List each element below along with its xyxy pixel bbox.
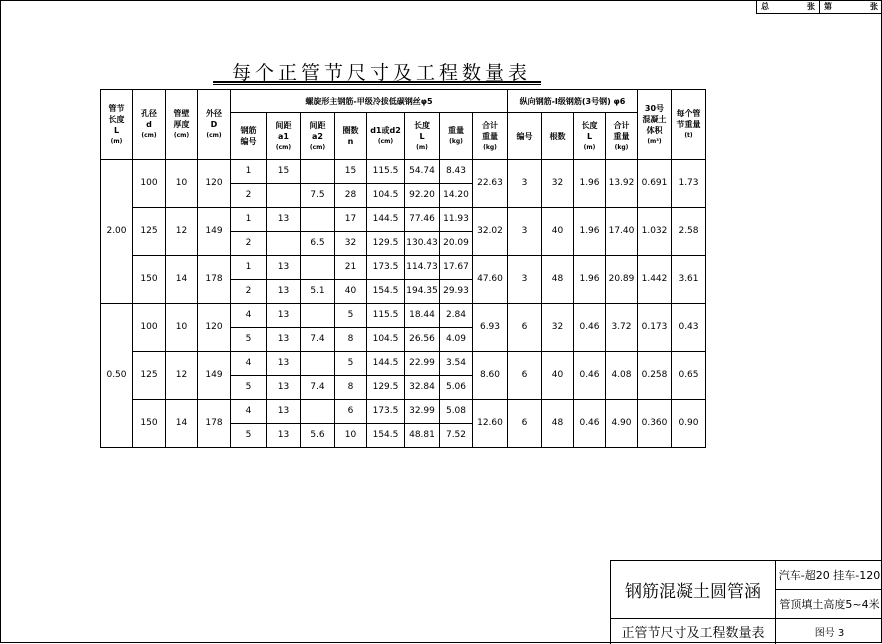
spacing-a1-cell: 13	[267, 352, 301, 376]
long-length-cell: 1.96	[574, 160, 606, 208]
wall-cell: 12	[166, 208, 198, 256]
header-long-col-line: 合计	[613, 120, 630, 130]
pipe-weight-cell: 3.61	[672, 256, 706, 304]
spacing-a1-cell: 13	[267, 208, 301, 232]
drawing-subtitle: 正管节尺寸及工程数量表	[611, 619, 776, 644]
header-concrete-volume-line: 混凝土	[642, 114, 667, 124]
header-long-col	[508, 113, 542, 160]
wall-cell: 10	[166, 304, 198, 352]
spacing-a1-cell: 13	[267, 328, 301, 352]
header-spiral-col	[367, 113, 405, 160]
diameter-cell: 129.5	[367, 376, 405, 400]
long-total-cell: 13.92	[606, 160, 638, 208]
header-spiral-col	[301, 113, 335, 160]
spacing-a2-cell: 7.4	[301, 328, 335, 352]
header-spiral-col	[267, 113, 301, 160]
spacing-a2-cell: 5.6	[301, 424, 335, 448]
long-count-cell: 32	[542, 304, 574, 352]
pipe-weight-cell: 0.90	[672, 400, 706, 448]
header-spiral-col	[473, 113, 508, 160]
header-long-col	[542, 113, 574, 160]
turns-cell: 8	[335, 328, 367, 352]
header-pipe-length-line: 长度	[108, 114, 125, 124]
no-label: 第	[819, 0, 836, 13]
header-spiral-col-line: 编号	[240, 137, 257, 146]
long-no-cell: 3	[508, 256, 542, 304]
header-spiral-col-line: (cm)	[275, 143, 292, 151]
weight-cell: 11.93	[440, 208, 473, 232]
length-cell: 26.56	[405, 328, 440, 352]
header-pipe-length	[101, 90, 133, 160]
spacing-a1-cell: 13	[267, 304, 301, 328]
outer-cell: 149	[198, 208, 231, 256]
concrete-volume-cell: 1.442	[638, 256, 672, 304]
title-underline	[213, 81, 541, 83]
header-outer-diameter-line: 外径	[206, 109, 222, 118]
page-title: 每个正管节尺寸及工程数量表	[232, 62, 532, 84]
long-length-cell: 1.96	[574, 256, 606, 304]
turns-cell: 8	[335, 376, 367, 400]
header-outer-diameter	[198, 90, 231, 160]
pipe-length-cell: 0.50	[101, 304, 133, 448]
length-cell: 77.46	[405, 208, 440, 232]
header-bore-line: (cm)	[141, 132, 157, 139]
header-spiral-col-line: 圈数	[342, 126, 359, 135]
length-cell: 130.43	[405, 232, 440, 256]
length-cell: 18.44	[405, 304, 440, 328]
sheet-counter	[756, 0, 882, 14]
header-spiral-col-line: 间距	[309, 120, 326, 130]
header-long-col-line: 根数	[549, 131, 566, 141]
weight-cell: 3.54	[440, 352, 473, 376]
bar-no-cell: 4	[231, 400, 267, 424]
spacing-a2-cell: 7.5	[301, 184, 335, 208]
concrete-volume-cell: 0.258	[638, 352, 672, 400]
spiral-total-cell: 12.60	[473, 400, 508, 448]
spacing-a2-cell	[301, 256, 335, 280]
table-row	[101, 352, 706, 376]
spacing-a2-cell	[301, 352, 335, 376]
header-spiral-col-line: a2	[312, 131, 323, 141]
weight-cell: 29.93	[440, 280, 473, 304]
bar-no-cell: 1	[231, 256, 267, 280]
diameter-cell: 154.5	[367, 280, 405, 304]
bar-no-cell: 1	[231, 160, 267, 184]
weight-cell: 20.09	[440, 232, 473, 256]
length-cell: 32.84	[405, 376, 440, 400]
turns-cell: 32	[335, 232, 367, 256]
wall-cell: 10	[166, 160, 198, 208]
long-no-cell: 3	[508, 160, 542, 208]
table-row	[101, 256, 706, 280]
header-outer-diameter-line: (cm)	[206, 132, 222, 139]
wall-cell: 12	[166, 352, 198, 400]
spacing-a1-cell: 13	[267, 424, 301, 448]
header-spiral-col	[335, 113, 367, 160]
outer-cell: 120	[198, 304, 231, 352]
header-concrete-volume	[638, 90, 672, 160]
length-cell: 54.74	[405, 160, 440, 184]
header-pipe-length-line: L	[113, 125, 120, 135]
header-spiral-col-line: (cm)	[377, 138, 394, 145]
header-long-col	[606, 113, 638, 160]
spacing-a2-cell: 7.4	[301, 376, 335, 400]
header-spiral-col-line: a1	[278, 131, 289, 141]
header-spiral-col-line: n	[347, 137, 354, 146]
header-concrete-volume-line: 30号	[644, 103, 665, 113]
header-spiral-col-line: 重量	[448, 126, 464, 135]
length-cell: 92.20	[405, 184, 440, 208]
spacing-a2-cell: 6.5	[301, 232, 335, 256]
header-long-col-line: 重量	[613, 131, 630, 141]
bore-cell: 100	[133, 160, 166, 208]
bore-cell: 125	[133, 352, 166, 400]
diameter-cell: 173.5	[367, 256, 405, 280]
outer-cell: 178	[198, 256, 231, 304]
header-weight-each-line: 节重量	[676, 120, 701, 129]
diameter-cell: 129.5	[367, 232, 405, 256]
diameter-cell: 104.5	[367, 328, 405, 352]
header-concrete-volume-line: 体积	[646, 125, 663, 135]
spacing-a2-cell	[301, 304, 335, 328]
header-spiral-col-line: 长度	[414, 120, 430, 130]
title-underline-thin	[213, 84, 541, 85]
weight-cell: 5.06	[440, 376, 473, 400]
weight-cell: 14.20	[440, 184, 473, 208]
header-spiral-col-line: d1或d2	[370, 126, 401, 135]
long-count-cell: 48	[542, 400, 574, 448]
spacing-a1-cell: 15	[267, 160, 301, 184]
long-length-cell: 1.96	[574, 208, 606, 256]
turns-cell: 21	[335, 256, 367, 280]
header-concrete-volume-line: (m³)	[647, 137, 662, 145]
pipe-weight-cell: 1.73	[672, 160, 706, 208]
total-label: 总	[761, 2, 769, 11]
turns-cell: 5	[335, 304, 367, 328]
header-spiral-col	[231, 113, 267, 160]
spiral-total-cell: 22.63	[473, 160, 508, 208]
diameter-cell: 104.5	[367, 184, 405, 208]
diameter-cell: 115.5	[367, 160, 405, 184]
bore-cell: 150	[133, 400, 166, 448]
diameter-cell: 144.5	[367, 352, 405, 376]
spacing-a2-cell	[301, 208, 335, 232]
drawing-name: 钢筋混凝土圆管涵	[611, 561, 776, 619]
header-wall-thickness	[166, 90, 198, 160]
spiral-total-cell: 47.60	[473, 256, 508, 304]
length-cell: 114.73	[405, 256, 440, 280]
concrete-volume-cell: 0.173	[638, 304, 672, 352]
bar-no-cell: 5	[231, 424, 267, 448]
header-weight-each	[672, 90, 706, 160]
pipe-length-cell: 2.00	[101, 160, 133, 304]
bar-no-cell: 5	[231, 376, 267, 400]
concrete-volume-cell: 0.360	[638, 400, 672, 448]
sheet-label: 张	[807, 2, 815, 11]
diameter-cell: 115.5	[367, 304, 405, 328]
wall-cell: 14	[166, 400, 198, 448]
bore-cell: 125	[133, 208, 166, 256]
spacing-a1-cell: 13	[267, 280, 301, 304]
header-wall-thickness-line: 管壁	[173, 109, 190, 118]
diameter-cell: 173.5	[367, 400, 405, 424]
table-row	[101, 304, 706, 328]
long-length-cell: 0.46	[574, 400, 606, 448]
spacing-a2-cell	[301, 400, 335, 424]
outer-cell: 178	[198, 400, 231, 448]
header-bore-line: d	[146, 120, 152, 129]
pipe-weight-cell: 0.65	[672, 352, 706, 400]
bore-cell: 150	[133, 256, 166, 304]
bar-no-cell: 2	[231, 232, 267, 256]
diameter-cell: 144.5	[367, 208, 405, 232]
long-no-cell: 3	[508, 208, 542, 256]
spiral-total-cell: 8.60	[473, 352, 508, 400]
long-total-cell: 20.89	[606, 256, 638, 304]
header-pipe-length-line: 管节	[108, 103, 125, 113]
header-weight-each-line: 每个管	[676, 109, 701, 118]
header-weight-each-line: (t)	[684, 132, 693, 139]
header-spiral-col-line: 重量	[482, 131, 498, 141]
spacing-a1-cell	[267, 232, 301, 256]
header-long-col-line: (kg)	[614, 143, 629, 151]
header-pipe-length-line: (m)	[110, 137, 123, 145]
quantity-table	[100, 89, 706, 448]
spacing-a1-cell: 13	[267, 400, 301, 424]
length-cell: 22.99	[405, 352, 440, 376]
header-spiral-col-line: (cm)	[309, 143, 326, 151]
bore-cell: 100	[133, 304, 166, 352]
weight-cell: 5.08	[440, 400, 473, 424]
turns-cell: 5	[335, 352, 367, 376]
header-long-col-line: 长度	[581, 120, 598, 130]
turns-cell: 6	[335, 400, 367, 424]
length-cell: 48.81	[405, 424, 440, 448]
long-no-cell: 6	[508, 352, 542, 400]
bar-no-cell: 2	[231, 280, 267, 304]
header-spiral-col-line: 间距	[275, 120, 292, 130]
header-long-col-line: L	[586, 131, 593, 141]
bar-no-cell: 5	[231, 328, 267, 352]
turns-cell: 17	[335, 208, 367, 232]
sheet-label-2: 张	[870, 2, 878, 11]
header-wall-thickness-line: (cm)	[173, 132, 190, 139]
pipe-weight-cell: 0.43	[672, 304, 706, 352]
long-count-cell: 40	[542, 352, 574, 400]
length-cell: 32.99	[405, 400, 440, 424]
header-spiral-col-line: L	[419, 131, 425, 141]
pipe-weight-cell: 2.58	[672, 208, 706, 256]
weight-cell: 17.67	[440, 256, 473, 280]
long-total-cell: 4.90	[606, 400, 638, 448]
outer-cell: 149	[198, 352, 231, 400]
weight-cell: 7.52	[440, 424, 473, 448]
load-class: 汽车-超20 挂车-120	[776, 561, 882, 590]
header-spiral-col-line: (kg)	[449, 138, 463, 145]
header-bore	[133, 90, 166, 160]
turns-cell: 28	[335, 184, 367, 208]
long-length-cell: 0.46	[574, 304, 606, 352]
bar-no-cell: 4	[231, 304, 267, 328]
diameter-cell: 154.5	[367, 424, 405, 448]
fill-height: 管顶填土高度5~4米	[776, 590, 882, 619]
header-long-col	[574, 113, 606, 160]
concrete-volume-cell: 0.691	[638, 160, 672, 208]
long-length-cell: 0.46	[574, 352, 606, 400]
header-longitudinal-group: 纵向钢筋-I级钢筋(3号钢) φ6	[508, 90, 638, 113]
length-cell: 194.35	[405, 280, 440, 304]
spacing-a1-cell: 13	[267, 256, 301, 280]
table-row	[101, 400, 706, 424]
spiral-total-cell: 6.93	[473, 304, 508, 352]
spacing-a2-cell	[301, 160, 335, 184]
outer-cell: 120	[198, 160, 231, 208]
bar-no-cell: 1	[231, 208, 267, 232]
long-count-cell: 32	[542, 160, 574, 208]
header-spiral-col-line: 钢筋	[240, 126, 257, 135]
long-total-cell: 17.40	[606, 208, 638, 256]
header-spiral-col	[405, 113, 440, 160]
turns-cell: 15	[335, 160, 367, 184]
header-long-col-line: 编号	[516, 131, 533, 141]
weight-cell: 8.43	[440, 160, 473, 184]
long-total-cell: 3.72	[606, 304, 638, 352]
bar-no-cell: 4	[231, 352, 267, 376]
concrete-volume-cell: 1.032	[638, 208, 672, 256]
weight-cell: 4.09	[440, 328, 473, 352]
long-no-cell: 6	[508, 304, 542, 352]
spacing-a1-cell	[267, 184, 301, 208]
drawing-number: 图号 3	[814, 628, 845, 639]
spacing-a1-cell: 13	[267, 376, 301, 400]
wall-cell: 14	[166, 256, 198, 304]
table-row	[101, 208, 706, 232]
header-long-col-line: (m)	[583, 143, 596, 151]
header-spiral-col-line: (m)	[416, 143, 428, 151]
spiral-total-cell: 32.02	[473, 208, 508, 256]
spacing-a2-cell: 5.1	[301, 280, 335, 304]
table-row	[101, 160, 706, 184]
turns-cell: 10	[335, 424, 367, 448]
header-spiral-col-line: 合计	[482, 120, 498, 130]
header-outer-diameter-line: D	[210, 120, 218, 129]
header-spiral-col	[440, 113, 473, 160]
header-row-group	[101, 90, 706, 113]
long-total-cell: 4.08	[606, 352, 638, 400]
long-count-cell: 48	[542, 256, 574, 304]
header-spiral-group: 螺旋形主钢筋-甲级冷拔低碳钢丝φ5	[231, 90, 508, 113]
title-block	[610, 560, 882, 644]
weight-cell: 2.84	[440, 304, 473, 328]
header-wall-thickness-line: 厚度	[173, 120, 190, 129]
long-no-cell: 6	[508, 400, 542, 448]
header-bore-line: 孔径	[141, 109, 157, 118]
header-spiral-col-line: (kg)	[483, 143, 497, 151]
turns-cell: 40	[335, 280, 367, 304]
bar-no-cell: 2	[231, 184, 267, 208]
long-count-cell: 40	[542, 208, 574, 256]
